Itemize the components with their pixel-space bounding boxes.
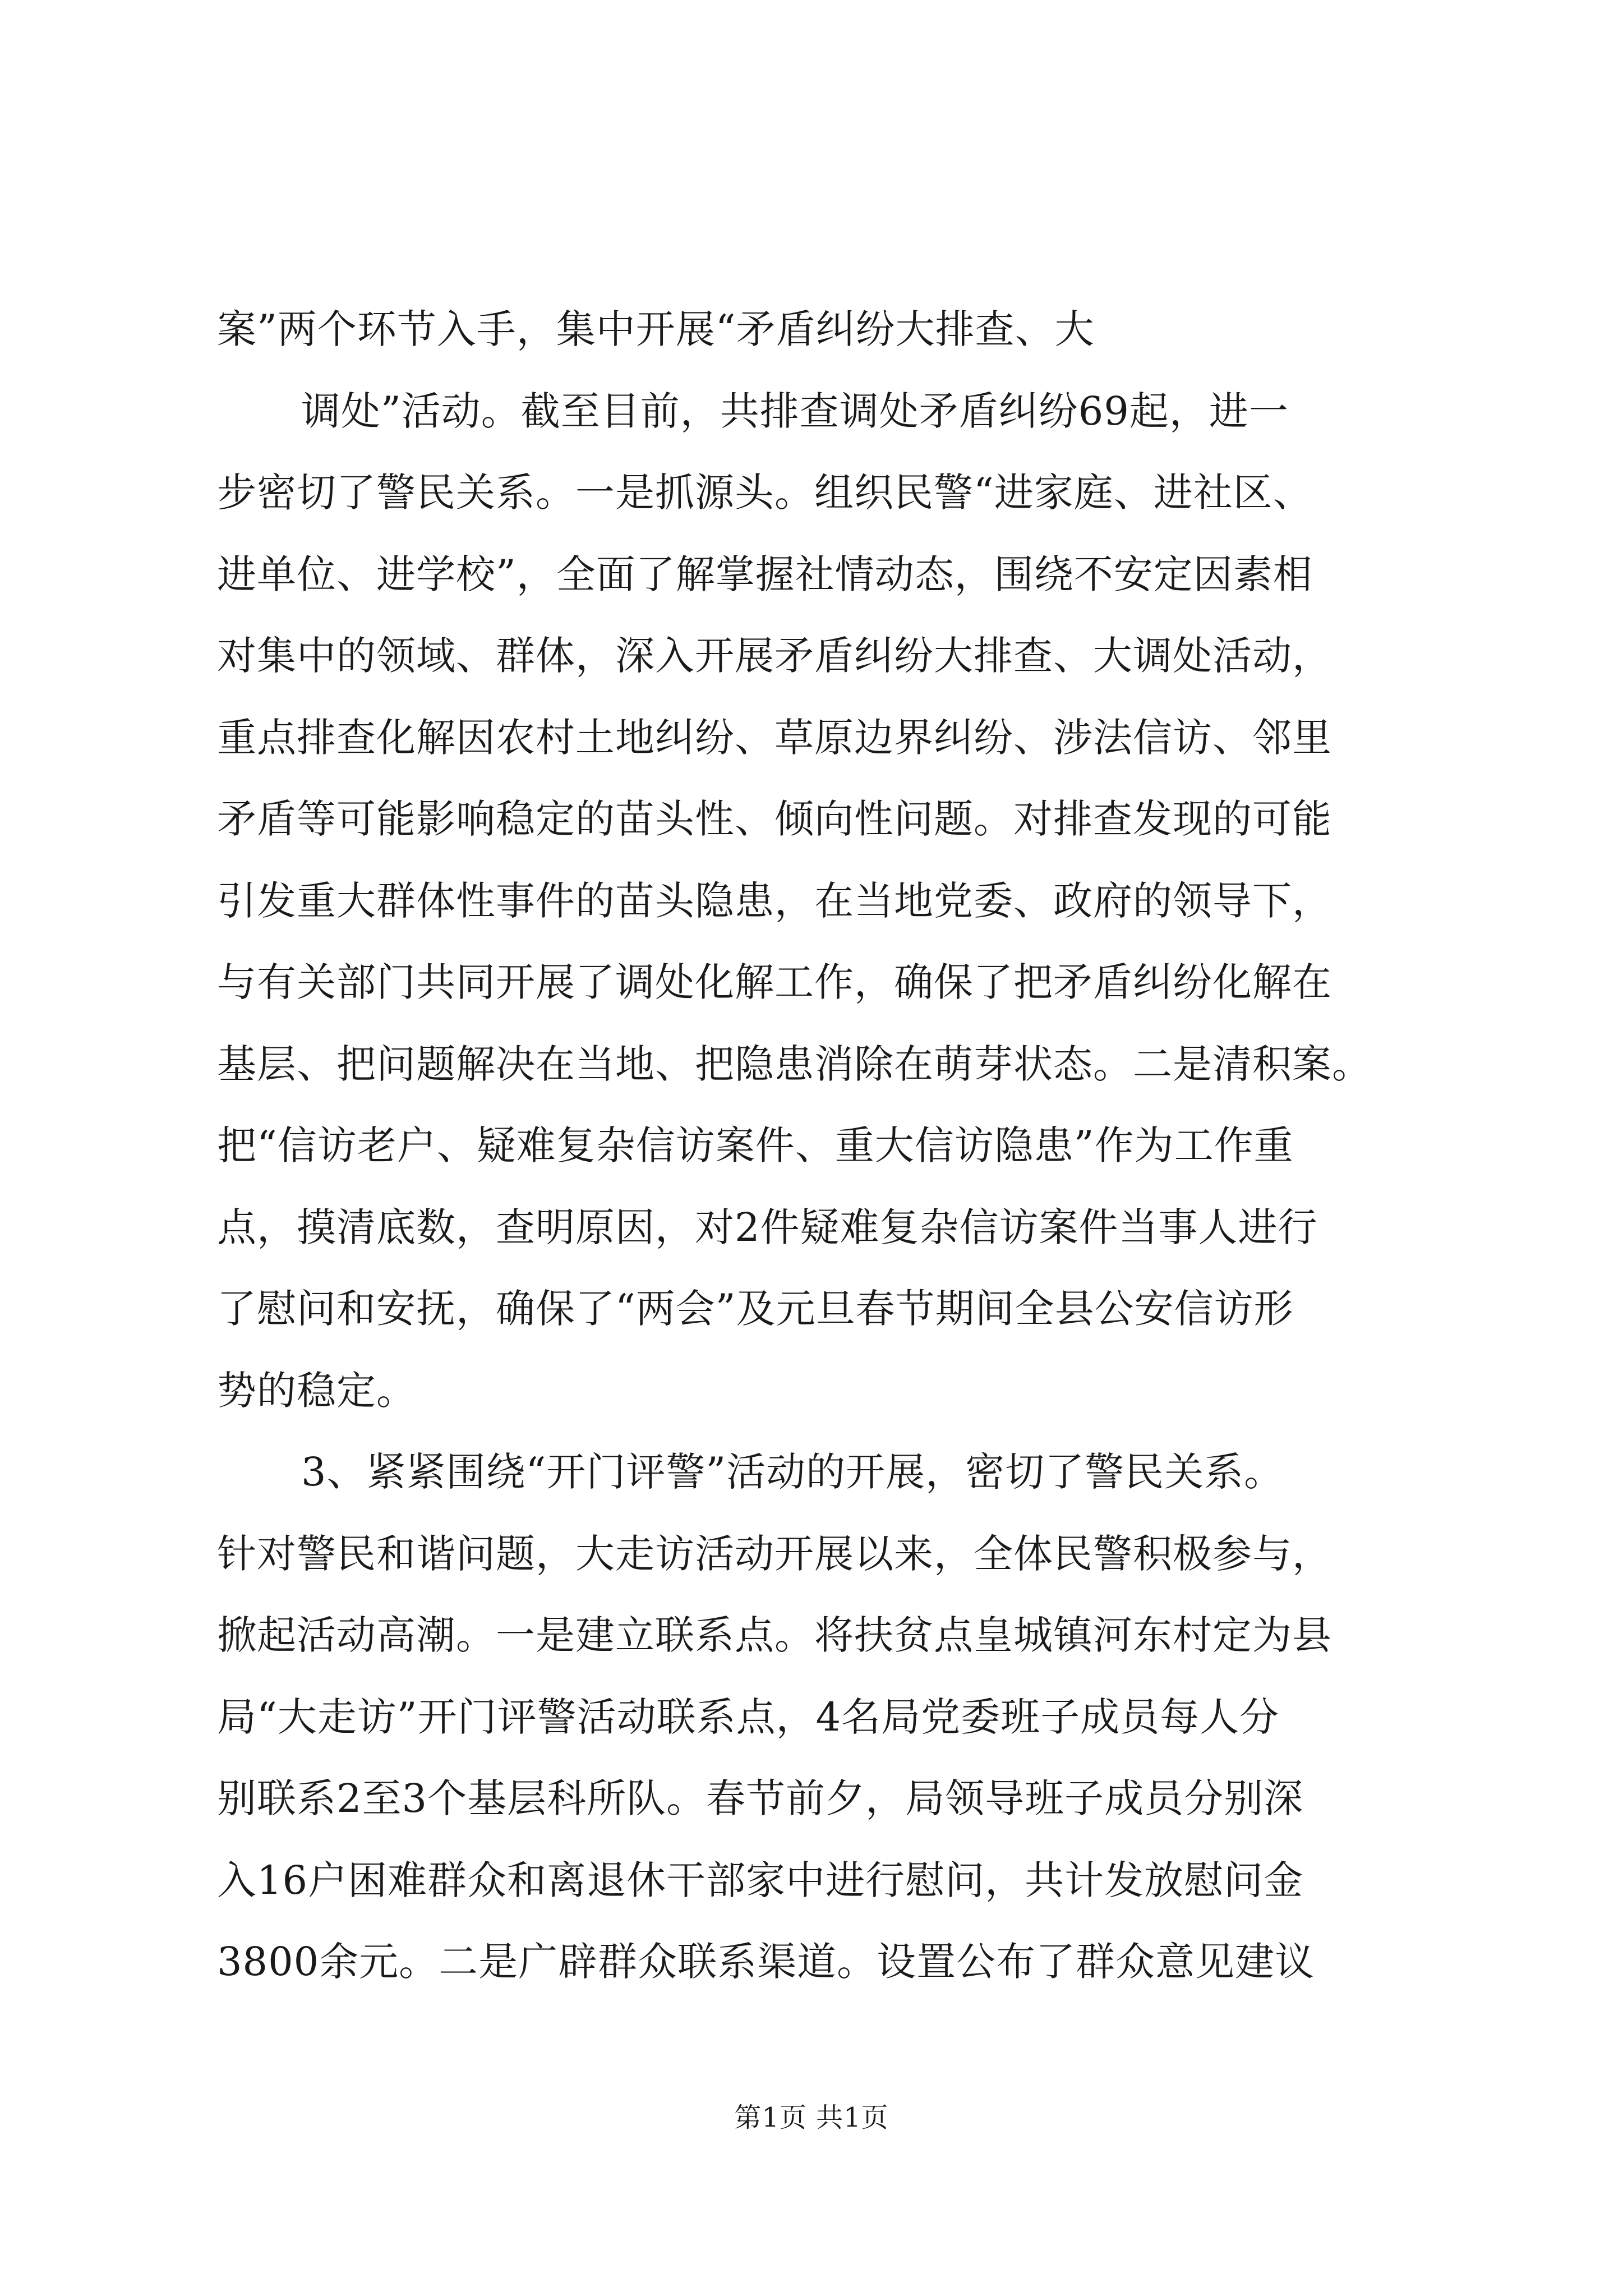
text-line: 势的稳定。 bbox=[217, 1367, 416, 1414]
text-line: 案”两个环节入手，集中开展“矛盾纠纷大排查、大 bbox=[217, 306, 1095, 352]
text-line: 引发重大群体性事件的苗头隐患，在当地党委、政府的领导下， bbox=[217, 877, 1332, 924]
document-body bbox=[217, 289, 1406, 2003]
text-line: 掀起活动高潮。一是建立联系点。将扶贫点皇城镇河东村定为县 bbox=[217, 1612, 1332, 1658]
text-line: 入16户困难群众和离退休干部家中进行慰问，共计发放慰问金 bbox=[217, 1857, 1304, 1903]
text-line: 局“大走访”开门评警活动联系点，4名局党委班子成员每人分 bbox=[217, 1694, 1280, 1740]
page-footer: 第1页 共1页 bbox=[734, 2102, 889, 2133]
text-line: 进单位、进学校”，全面了解掌握社情动态，围绕不安定因素相 bbox=[217, 551, 1313, 597]
text-line: 3、紧紧围绕“开门评警”活动的开展，密切了警民关系。 bbox=[301, 1449, 1284, 1495]
text-line: 把“信访老户、疑难复杂信访案件、重大信访隐患”作为工作重 bbox=[217, 1122, 1294, 1168]
text-line: 了慰问和安抚，确保了“两会”及元旦春节期间全县公安信访形 bbox=[217, 1286, 1294, 1332]
text-line: 点，摸清底数，查明原因，对2件疑难复杂信访案件当事人进行 bbox=[217, 1204, 1318, 1250]
text-line: 对集中的领域、群体，深入开展矛盾纠纷大排查、大调处活动， bbox=[217, 633, 1332, 679]
text-line: 基层、把问题解决在当地、把隐患消除在萌芽状态。二是清积案。 bbox=[217, 1041, 1372, 1087]
text-line: 调处”活动。截至目前，共排查调处矛盾纠纷69起，进一 bbox=[301, 388, 1289, 434]
text-line: 针对警民和谐问题，大走访活动开展以来，全体民警积极参与， bbox=[217, 1530, 1332, 1577]
text-line: 重点排查化解因农村土地纠纷、草原边界纠纷、涉法信访、邻里 bbox=[217, 714, 1332, 761]
text-line: 矛盾等可能影响稳定的苗头性、倾向性问题。对排查发现的可能 bbox=[217, 796, 1332, 842]
text-line: 别联系2至3个基层科所队。春节前夕，局领导班子成员分别深 bbox=[217, 1775, 1304, 1821]
text-line: 3800余元。二是广辟群众联系渠道。设置公布了群众意见建议 bbox=[217, 1939, 1315, 1985]
text-line: 与有关部门共同开展了调处化解工作，确保了把矛盾纠纷化解在 bbox=[217, 959, 1332, 1005]
text-line: 步密切了警民关系。一是抓源头。组织民警“进家庭、进社区、 bbox=[217, 470, 1313, 516]
